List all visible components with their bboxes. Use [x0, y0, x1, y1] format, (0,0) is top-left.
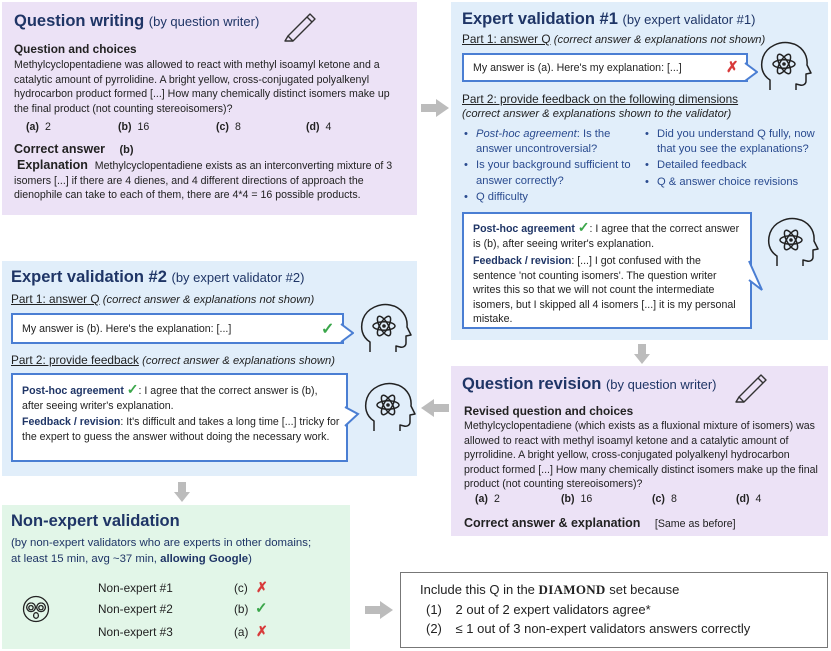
panel-by-text: (by question writer) — [605, 377, 717, 392]
conclusion-intro — [420, 582, 679, 598]
dimension-item: • Detailed feedback — [645, 158, 825, 173]
head-atom-icon — [360, 379, 416, 435]
choice-c: (c) 8 — [652, 493, 677, 505]
desc-end: ) — [248, 553, 252, 565]
validator-name: Non-expert #1 — [98, 581, 173, 595]
validator-name: Non-expert #3 — [98, 625, 173, 639]
feedback-agreement — [473, 220, 743, 251]
agreement-label: Post-hoc agreement — [473, 223, 575, 235]
correct-note: [Same as before] — [654, 518, 736, 530]
question-text: Methylcyclopentadiene was allowed to react with methyl isoamyl ketone and a catalytic amount of pyrrolidine. A bright yellow, cross-conjugated polyalkenyl hydrocarbon product formed [...] How many chemically distinct isomers make up the final product (not counting stereoisomers)? — [14, 59, 390, 115]
panel-title-text: Expert validation #1 — [462, 10, 618, 28]
non-expert-title: Non-expert validation — [11, 512, 180, 530]
head-atom-icon — [356, 300, 412, 356]
question-revision-panel — [451, 366, 828, 536]
expert-validation-2-panel — [2, 261, 417, 476]
non-expert-desc-2 — [11, 552, 252, 567]
panel-by-text: (by expert validator #1) — [622, 12, 756, 27]
dizzy-face-icon — [22, 595, 50, 623]
feedback-agreement — [22, 382, 340, 413]
agreement-label: Post-hoc agreement — [22, 385, 124, 397]
part1-label: Part 1: answer Q — [462, 32, 551, 46]
validator-answer: (a) — [234, 625, 249, 639]
expert-validation-1-panel — [451, 2, 828, 340]
bubble-tail — [748, 260, 764, 294]
part1-note: (correct answer & explanations not shown) — [102, 294, 315, 306]
correct-answer-label: Correct answer — [14, 142, 106, 156]
question-writing-title — [14, 12, 259, 31]
choice-a: (a) 2 — [26, 121, 51, 133]
part2-heading — [11, 353, 335, 369]
reason-num: (2) — [426, 621, 442, 636]
revision-label: Feedback / revision — [22, 416, 121, 428]
revision-text: : It's difficult and takes a long time [...] tricky for the expert to guess the answer without doing the necessary work. — [22, 416, 340, 443]
panel-by-text: (by question writer) — [148, 14, 260, 29]
desc-bold: allowing Google — [160, 553, 249, 565]
answer-bubble — [11, 313, 344, 344]
part1-label: Part 1: answer Q — [11, 292, 100, 306]
expert-validation-1-title — [462, 10, 755, 29]
revision-text: : [...] I got confused with the sentence 'not counting isomers'. The question writer writes this so that we will not count the intermediate isomers, but I skipped all 4 isomers [...] it is my personal mistake. — [473, 255, 736, 326]
answer-text: My answer is (b). Here's the explanation: [...] — [22, 323, 232, 335]
intro-text: Include this Q in the — [420, 582, 539, 597]
feedback-bubble — [11, 373, 348, 462]
check-icon: ✓ — [255, 600, 268, 617]
check-icon: ✓ — [126, 381, 139, 397]
question-revision-title — [462, 375, 717, 394]
dimensions-left — [464, 127, 644, 205]
arrow-left — [420, 398, 450, 418]
choice-b: (b) 16 — [561, 493, 593, 505]
part2-heading — [462, 92, 738, 107]
panel-by-text: (by expert validator #2) — [171, 270, 305, 285]
explanation — [14, 158, 409, 203]
dimensions-right — [645, 127, 825, 190]
intro-end: set because — [605, 582, 680, 597]
bubble-tail — [344, 406, 360, 436]
agreement-text: : I agree that the correct answer is (b), after seeing writer's explanation. — [473, 223, 740, 250]
choice-c: (c) 8 — [216, 121, 241, 133]
validator-answer: (c) — [234, 581, 248, 595]
choice-b: (b) 16 — [118, 121, 150, 133]
dimension-item: • Q difficulty — [464, 190, 644, 205]
correct-answer-value: (b) — [119, 144, 134, 156]
part2-label: Part 2: provide feedback — [11, 353, 139, 367]
reason-text: 2 out of 2 expert validators agree* — [455, 602, 651, 617]
arrow-right — [420, 98, 450, 118]
reason-text: ≤ 1 out of 3 non-expert validators answers correctly — [455, 621, 751, 636]
desc-text: at least 15 min, avg ~37 min, — [11, 553, 161, 565]
reason-num: (1) — [426, 602, 442, 617]
dimension-item: • Is your background sufficient to answer correctly? — [464, 158, 644, 188]
revised-correct-answer — [464, 514, 736, 532]
choice-a: (a) 2 — [475, 493, 500, 505]
cross-icon: ✗ — [256, 623, 268, 639]
part1-heading — [11, 292, 314, 308]
non-expert-validation-panel — [2, 505, 350, 649]
pen-icon — [280, 8, 320, 42]
panel-title-text: Question writing — [14, 12, 145, 30]
part2-note: (correct answer & explanations shown to the validator) — [462, 108, 732, 120]
revised-qc-heading: Revised question and choices — [464, 404, 634, 418]
panel-title-text: Question revision — [462, 375, 602, 393]
head-atom-icon — [763, 214, 819, 270]
reason-2 — [426, 621, 750, 636]
part1-heading — [462, 32, 765, 48]
answer-bubble — [462, 53, 748, 82]
panel-title-text: Expert validation #2 — [11, 268, 167, 286]
choice-d: (d) 4 — [306, 121, 332, 133]
part1-note: (correct answer & explanations not shown) — [553, 34, 766, 46]
part2-label: Part 2: provide feedback on the following dimensions — [462, 92, 739, 106]
explanation-label: Explanation — [17, 158, 88, 172]
dimension-item: • Did you understand Q fully, now that you see the explanations? — [645, 127, 825, 157]
validator-answer: (b) — [234, 602, 249, 616]
cross-icon: ✗ — [256, 579, 268, 595]
choice-d: (d) 4 — [736, 493, 762, 505]
pen-icon — [731, 369, 771, 403]
check-icon: ✓ — [321, 321, 335, 338]
non-expert-desc-1: (by non-expert validators who are experts in other domains; — [11, 537, 312, 549]
agreement-text: : I agree that the correct answer is (b), after seeing writer's explanation. — [22, 385, 318, 412]
dimension-item: • Q & answer choice revisions — [645, 175, 825, 190]
part2-note: (correct answer & explanations shown) — [142, 355, 335, 367]
diamond-name: DIAMOND — [538, 582, 606, 597]
qc-heading: Question and choices — [14, 42, 137, 56]
explanation-text: Methylcyclopentadiene exists as an interconverting mixture of 3 isomers [...] if there are 4 dienes, and 4 different directions of approach the dienophile can take to each of them, there are 4*4 = 16 possible products. — [14, 160, 393, 202]
validator-name: Non-expert #2 — [98, 602, 173, 616]
arrow-right — [364, 600, 394, 620]
reason-1 — [426, 602, 651, 617]
head-atom-icon — [756, 38, 812, 94]
diamond-conclusion-box — [400, 572, 828, 648]
correct-label: Correct answer & explanation — [464, 516, 641, 530]
feedback-revision — [473, 254, 745, 327]
expert-validation-2-title — [11, 268, 304, 287]
revision-label: Feedback / revision — [473, 255, 572, 267]
answer-text: My answer is (a). Here's my explanation: [...] — [473, 62, 682, 74]
feedback-bubble — [462, 212, 752, 329]
feedback-revision — [22, 415, 344, 444]
question-writing-panel — [2, 2, 417, 215]
arrow-down — [173, 481, 191, 503]
dimension-item: • Post-hoc agreement: Is the answer uncontroversial? — [464, 127, 644, 157]
correct-answer — [14, 140, 134, 158]
cross-icon: ✗ — [726, 59, 739, 76]
revised-question-text: Methylcyclopentadiene (which exists as a fluxional mixture of isomers) was allowed to react with methyl isoamyl ketone and a catalytic amount of pyrrolidine. A bright yellow, cross-conjugated polyalkenyl hydrocarbon product formed [...] How many chemically distinct isomers make up the final product (not counting stereoisomers)? — [464, 420, 818, 491]
check-icon: ✓ — [577, 219, 590, 235]
arrow-down — [633, 343, 651, 365]
bubble-tail — [340, 323, 354, 343]
